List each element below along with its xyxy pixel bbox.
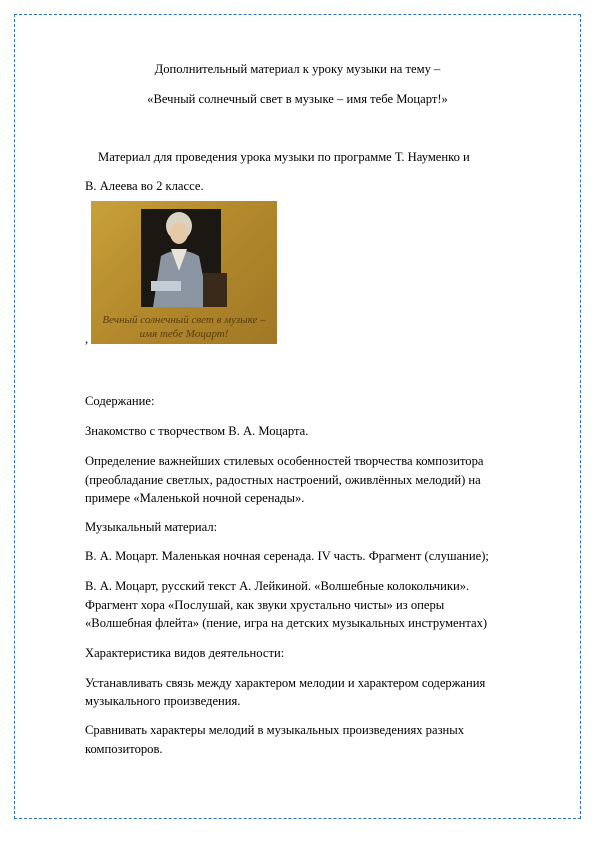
intro-line-2: В. Алеева во 2 классе. bbox=[85, 179, 204, 193]
content-heading: Содержание: bbox=[85, 394, 155, 408]
title-line-1: Дополнительный материал к уроку музыки на тему – bbox=[154, 62, 441, 76]
content-item-2-line-1: Определение важнейших стилевых особенностей творчества композитора bbox=[85, 454, 484, 468]
content-item-1: Знакомство с творчеством В. А. Моцарта. bbox=[85, 424, 309, 438]
content-item-2-line-2: (преобладание светлых, радостных настроений, оживлённых мелодий) на bbox=[85, 473, 481, 487]
mozart-portrait-image bbox=[91, 201, 277, 344]
activity-heading: Характеристика видов деятельности: bbox=[85, 646, 285, 660]
title-line-2: «Вечный солнечный свет в музыке – имя тебе Моцарт!» bbox=[147, 92, 448, 106]
activity-item-1-line-2: музыкального произведения. bbox=[85, 694, 241, 708]
music-item-1: В. А. Моцарт. Маленькая ночная серенада. IV часть. Фрагмент (слушание); bbox=[85, 549, 489, 563]
image-caption-line-1: Вечный солнечный свет в музыке – bbox=[102, 314, 266, 326]
activity-item-1-line-1: Устанавливать связь между характером мелодии и характером содержания bbox=[85, 676, 486, 690]
music-item-2-line-2: Фрагмент хора «Послушай, как звуки хрустально чисты» из оперы bbox=[85, 598, 445, 612]
activity-item-2-line-2: композиторов. bbox=[85, 742, 163, 756]
content-item-2-line-3: примере «Маленькой ночной серенады». bbox=[85, 491, 305, 505]
intro-line-1: Материал для проведения урока музыки по программе Т. Науменко и bbox=[98, 150, 470, 164]
music-item-2-line-1: В. А. Моцарт, русский текст А. Лейкиной. «Волшебные колокольчики». bbox=[85, 579, 470, 593]
activity-item-2-line-1: Сравнивать характеры мелодий в музыкальных произведениях разных bbox=[85, 723, 465, 737]
image-caption-line-2: имя тебе Моцарт! bbox=[139, 328, 229, 340]
music-item-2-line-3: «Волшебная флейта» (пение, игра на детских музыкальных инструментах) bbox=[85, 616, 488, 630]
image-after-mark: , bbox=[85, 332, 89, 346]
music-heading: Музыкальный материал: bbox=[85, 520, 218, 534]
